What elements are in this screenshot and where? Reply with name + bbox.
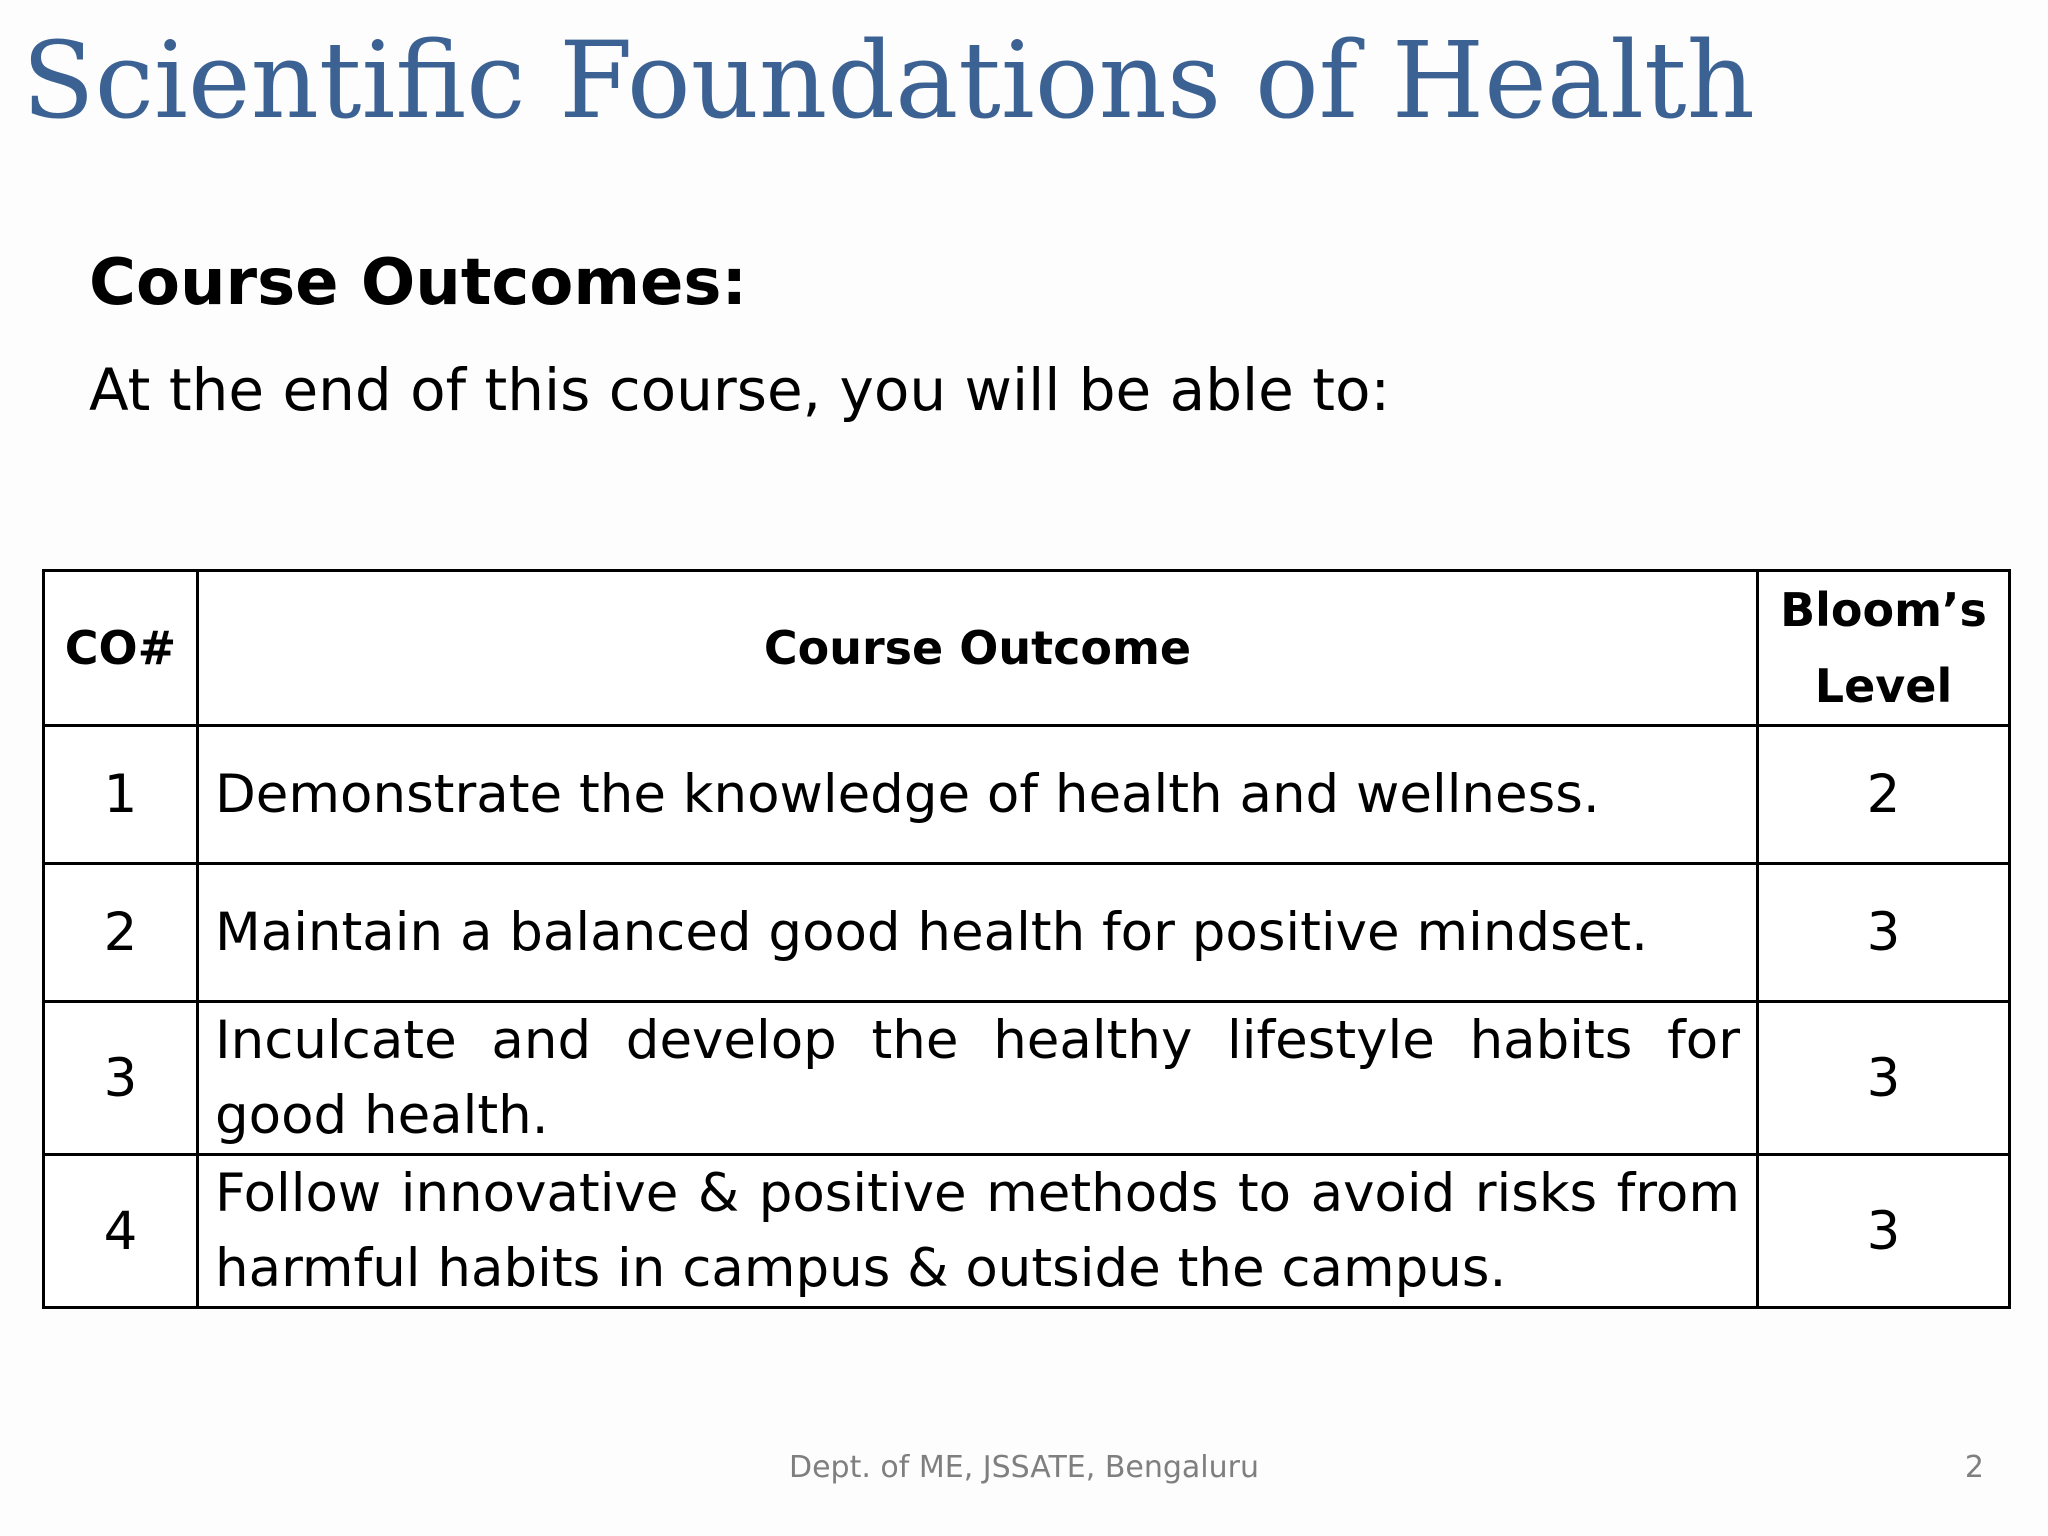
table-row: [44, 726, 2010, 864]
table-header-row: [44, 571, 2010, 726]
blooms-level: 3: [1758, 864, 2010, 1002]
course-outcome-text: Demonstrate the knowledge of health and wellness.: [198, 726, 1758, 864]
course-outcome-text: Follow innovative & positive methods to avoid risks from harmful habits in campus & outside the campus.: [198, 1155, 1758, 1308]
table-row: [44, 1155, 2010, 1308]
blooms-level: 3: [1758, 1002, 2010, 1155]
blooms-level: 3: [1758, 1155, 2010, 1308]
header-course-outcome: Course Outcome: [198, 571, 1758, 726]
co-number: 4: [44, 1155, 198, 1308]
course-outcomes-table: [42, 569, 2011, 1309]
footer-text: Dept. of ME, JSSATE, Bengaluru: [788, 1450, 1259, 1485]
co-number: 3: [44, 1002, 198, 1155]
table-row: [44, 1002, 2010, 1155]
header-co: CO#: [44, 571, 198, 726]
course-outcome-text: Inculcate and develop the healthy lifestyle habits for good health.: [198, 1002, 1758, 1155]
header-blooms-level: Bloom’s Level: [1758, 571, 2010, 726]
table-row: [44, 864, 2010, 1002]
course-outcome-text: Maintain a balanced good health for positive mindset.: [198, 864, 1758, 1002]
section-heading: Course Outcomes:: [89, 246, 748, 320]
slide-title: Scientific Foundations of Health: [22, 19, 1755, 142]
blooms-level: 2: [1758, 726, 2010, 864]
intro-text: At the end of this course, you will be able to:: [89, 356, 1391, 424]
co-number: 1: [44, 726, 198, 864]
co-number: 2: [44, 864, 198, 1002]
page-number: 2: [1964, 1450, 1984, 1485]
